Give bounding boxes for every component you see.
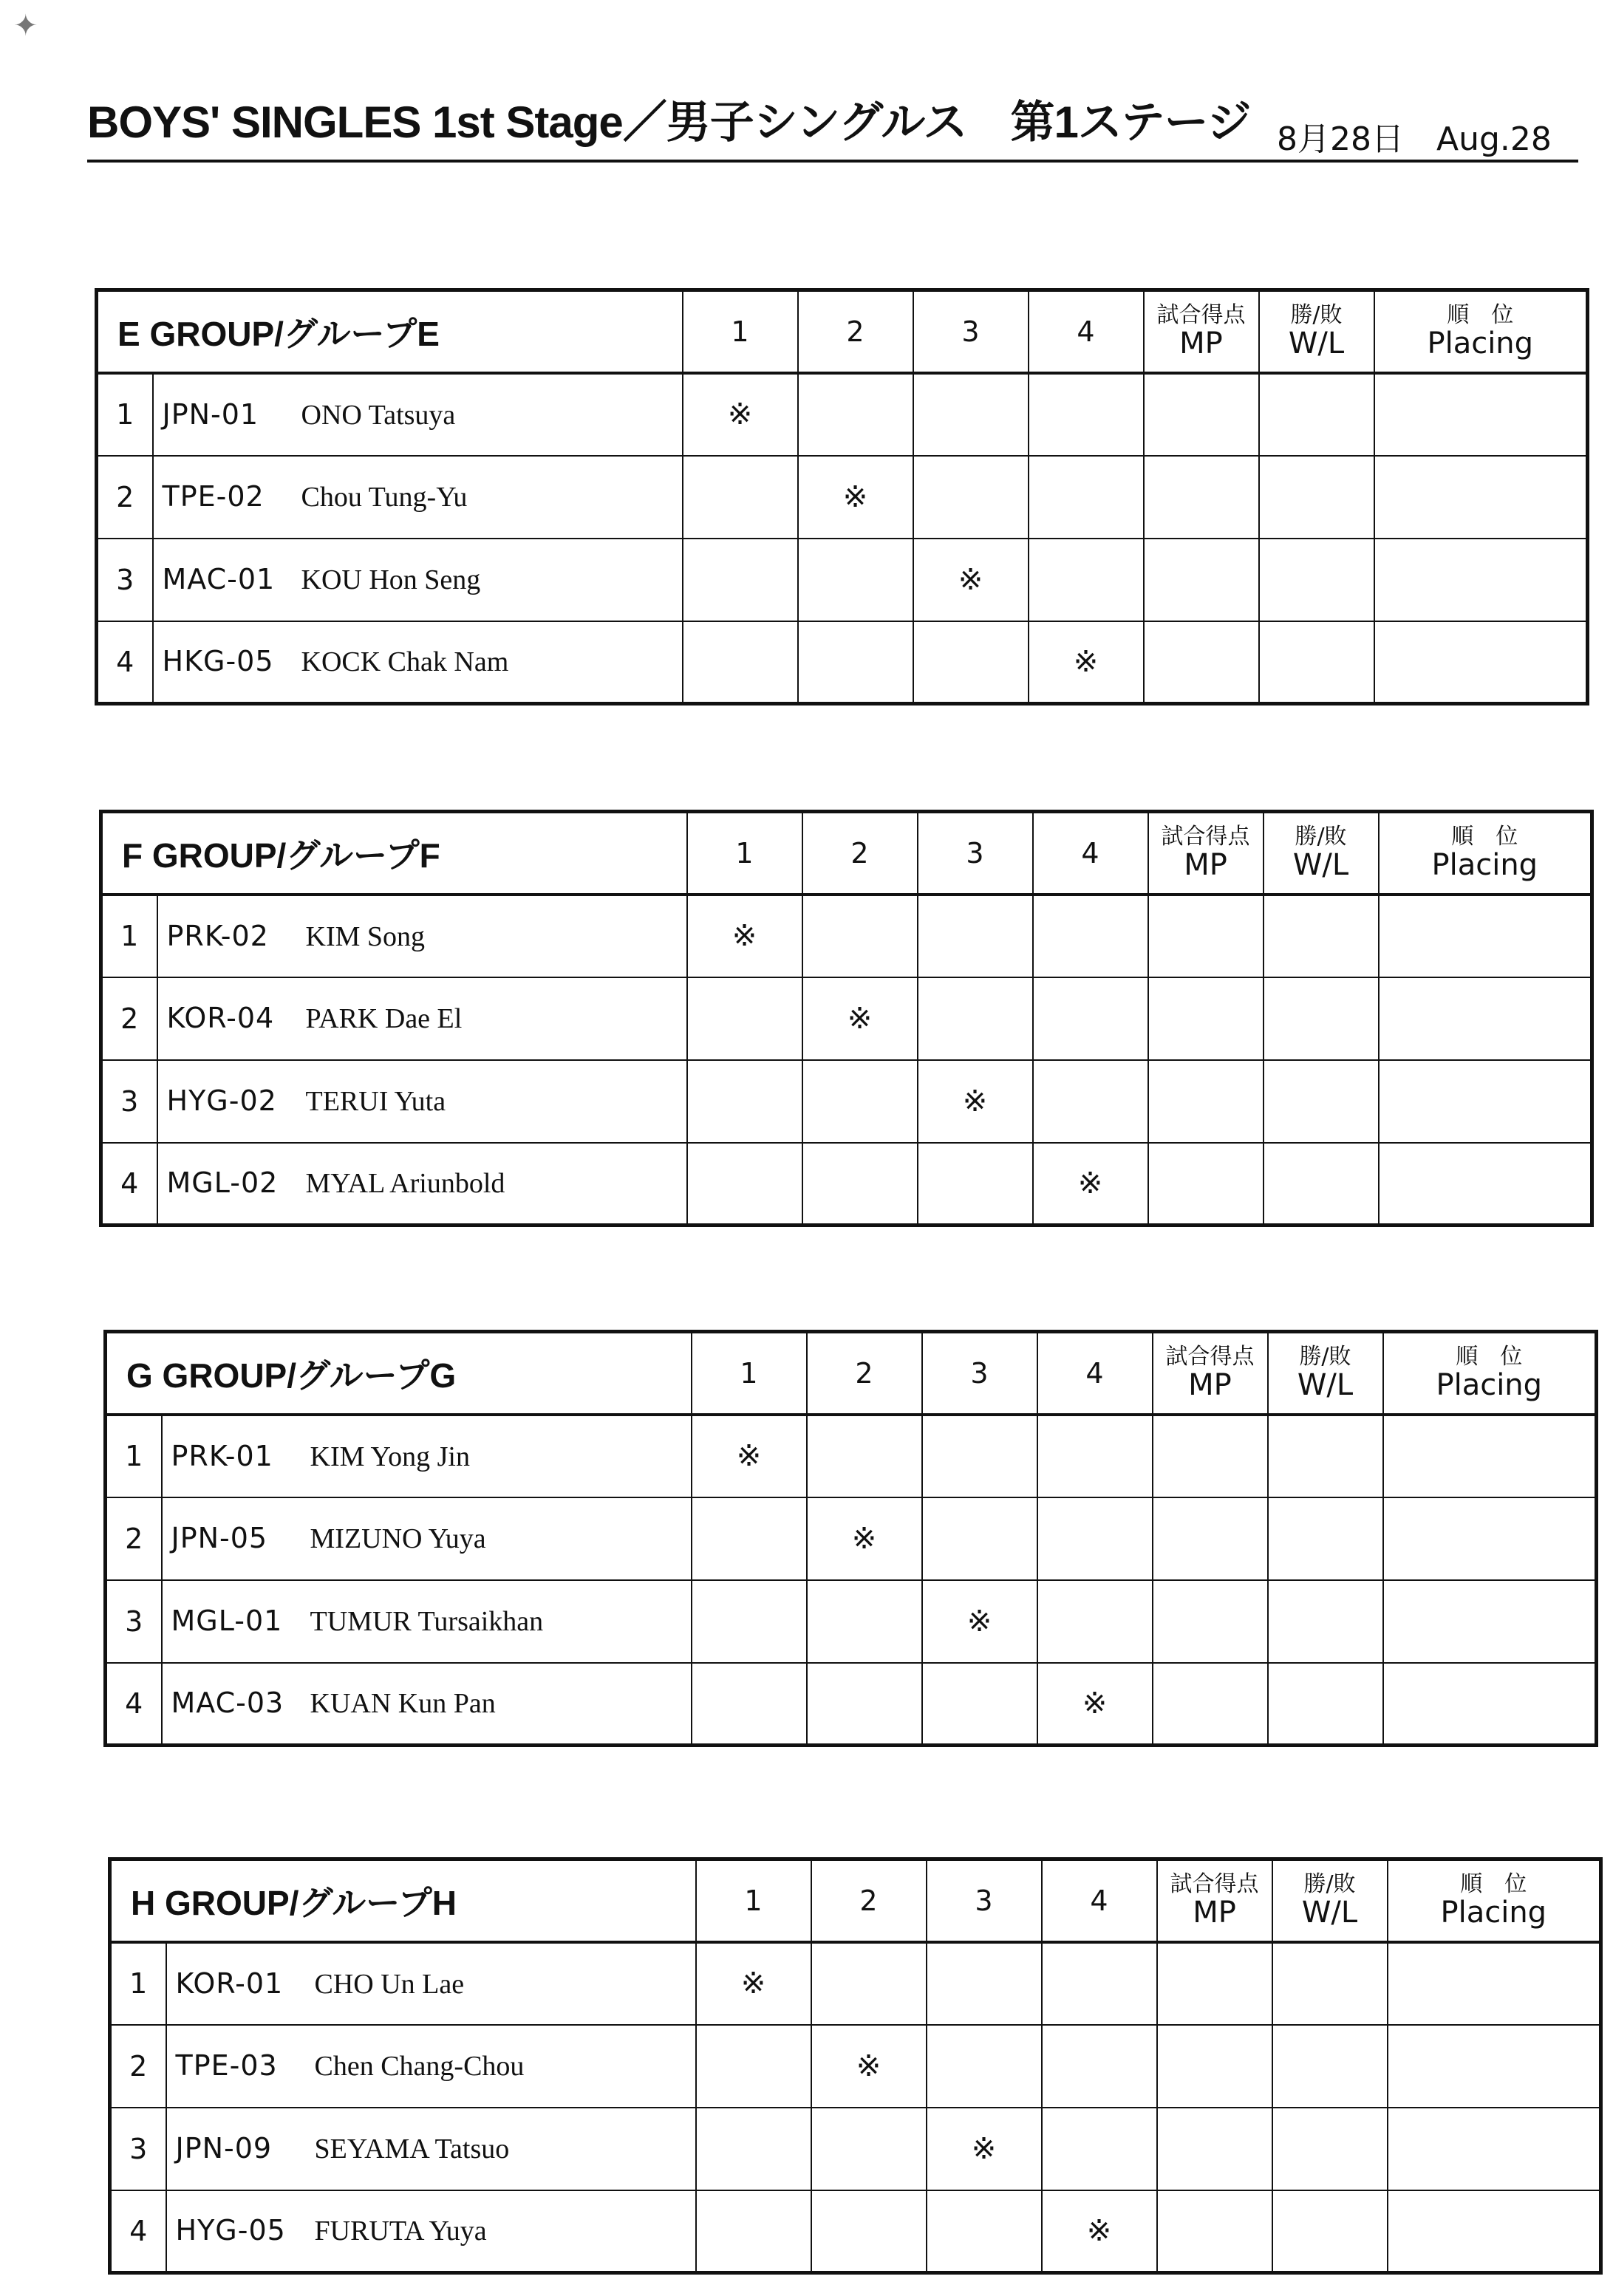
table-row [97,539,1588,621]
placing-cell [1374,456,1588,539]
mp-label-jp: 試合得点 [1156,302,1246,329]
table-row [101,895,1592,977]
player-index: 1 [101,895,157,977]
placing-label-jp: 順 位 [1451,824,1518,850]
self-match-mark: ※ [1086,2213,1112,2248]
player-code: PRK-02 [166,919,269,952]
table-row [110,2190,1601,2273]
mp-cell [1157,2190,1272,2273]
wl-cell [1268,1415,1383,1497]
match-result-cell [696,2025,811,2108]
wl-label-jp: 勝/敗 [1295,824,1347,850]
match-result-cell [1033,895,1148,977]
mp-label-jp: 試合得点 [1161,824,1250,850]
self-match-cell [692,1415,807,1497]
table-row [106,1497,1597,1580]
player-name: MIZUNO Yuya [310,1523,486,1554]
player-name: PARK Dae El [305,1003,463,1034]
placing-column-header [1388,1859,1601,1942]
match-result-cell [1029,373,1144,456]
player-code: TPE-02 [162,480,265,513]
match-result-cell [696,2108,811,2190]
group-name: H GROUP/グループH [110,1859,696,1942]
table-row [110,1942,1601,2025]
player-index: 3 [101,1060,157,1143]
match-result-cell [687,977,802,1060]
placing-cell [1374,373,1588,456]
wl-column-header [1268,1332,1383,1415]
mp-cell [1157,2025,1272,2108]
match-result-cell [807,1415,922,1497]
wl-cell [1259,456,1374,539]
self-match-cell [696,1942,811,2025]
wl-label-en: W/L [1288,327,1345,361]
scan-mark-icon: ✦ [13,9,38,43]
wl-cell [1264,895,1379,977]
table-row [97,456,1588,539]
player-cell [166,2108,696,2190]
player-code: KOR-01 [175,1967,284,2000]
table-row [97,621,1588,704]
self-match-mark: ※ [1077,1166,1103,1200]
mp-cell [1144,373,1259,456]
match-result-cell [692,1663,807,1746]
player-name: SEYAMA Tatsuo [314,2133,510,2165]
wl-cell [1272,2190,1388,2273]
mp-cell [1144,456,1259,539]
match-column-header: 2 [811,1859,927,1942]
mp-label-en: MP [1184,848,1227,883]
self-match-cell [1033,1143,1148,1226]
placing-label-en: Placing [1440,1896,1547,1930]
group-name: G GROUP/グループG [106,1332,692,1415]
player-code: HYG-02 [166,1084,277,1117]
player-cell [153,621,683,704]
match-column-header: 4 [1029,290,1144,373]
player-cell [166,2025,696,2108]
self-match-mark: ※ [966,1604,992,1639]
player-cell [162,1415,692,1497]
table-row [106,1415,1597,1497]
match-result-cell [918,895,1033,977]
player-index: 3 [97,539,153,621]
player-cell [157,1060,687,1143]
player-name: KIM Yong Jin [310,1441,470,1472]
mp-cell [1153,1415,1268,1497]
wl-cell [1268,1497,1383,1580]
player-name: FURUTA Yuya [314,2215,487,2247]
wl-cell [1259,621,1374,704]
mp-cell [1157,1942,1272,2025]
match-result-cell [798,373,913,456]
match-result-cell [1042,1942,1157,2025]
match-result-cell [683,539,798,621]
match-result-cell [927,2025,1042,2108]
match-result-cell [683,456,798,539]
mp-column-header [1153,1332,1268,1415]
mp-column-header [1157,1859,1272,1942]
placing-cell [1388,2108,1601,2190]
match-column-header: 2 [802,812,918,895]
placing-label-en: Placing [1436,1368,1543,1403]
group-table [103,1330,1598,1747]
table-row [101,1060,1592,1143]
match-result-cell [922,1663,1037,1746]
match-result-cell [913,621,1029,704]
player-index: 4 [106,1663,162,1746]
placing-cell [1379,1143,1592,1226]
player-index: 2 [97,456,153,539]
match-result-cell [798,539,913,621]
mp-label-jp: 試合得点 [1170,1871,1259,1898]
player-index: 1 [110,1942,166,2025]
match-result-cell [922,1497,1037,1580]
player-index: 3 [110,2108,166,2190]
placing-cell [1388,1942,1601,2025]
player-code: HYG-05 [175,2214,286,2247]
match-result-cell [913,456,1029,539]
match-column-header: 1 [683,290,798,373]
self-match-mark: ※ [851,1521,877,1556]
wl-column-header [1259,290,1374,373]
player-cell [162,1580,692,1663]
player-index: 4 [97,621,153,704]
player-code: JPN-09 [175,2132,273,2165]
group-table [108,1857,1603,2275]
placing-label-jp: 順 位 [1456,1344,1523,1370]
match-result-cell [687,1060,802,1143]
page-date: 8月28日 Aug.28 [1277,120,1552,158]
match-result-cell [802,1143,918,1226]
match-result-cell [1037,1580,1153,1663]
mp-column-header [1148,812,1264,895]
self-match-cell [687,895,802,977]
mp-cell [1148,895,1264,977]
wl-cell [1259,539,1374,621]
placing-label-jp: 順 位 [1447,302,1514,329]
match-result-cell [683,621,798,704]
player-index: 4 [101,1143,157,1226]
match-column-header: 4 [1033,812,1148,895]
player-index: 2 [106,1497,162,1580]
wl-cell [1268,1580,1383,1663]
wl-cell [1264,1143,1379,1226]
wl-cell [1268,1663,1383,1746]
match-result-cell [811,1942,927,2025]
player-name: Chou Tung-Yu [301,482,468,513]
wl-cell [1272,2108,1388,2190]
wl-label-jp: 勝/敗 [1290,302,1343,329]
mp-cell [1153,1497,1268,1580]
wl-label-en: W/L [1301,1896,1358,1930]
player-index: 1 [97,373,153,456]
table-row [106,1580,1597,1663]
self-match-cell [807,1497,922,1580]
player-cell [162,1663,692,1746]
player-name: TERUI Yuta [305,1086,446,1117]
player-code: KOR-04 [166,1002,275,1034]
match-result-cell [1033,1060,1148,1143]
match-result-cell [922,1415,1037,1497]
mp-cell [1153,1663,1268,1746]
match-column-header: 4 [1037,1332,1153,1415]
match-result-cell [918,977,1033,1060]
placing-cell [1379,1060,1592,1143]
player-cell [153,456,683,539]
self-match-mark: ※ [727,397,753,431]
match-result-cell [811,2190,927,2273]
match-result-cell [1037,1415,1153,1497]
match-column-header: 3 [913,290,1029,373]
match-column-header: 1 [692,1332,807,1415]
match-result-cell [913,373,1029,456]
mp-cell [1144,539,1259,621]
match-result-cell [1033,977,1148,1060]
player-code: MGL-01 [171,1605,283,1637]
placing-column-header [1383,1332,1597,1415]
placing-column-header [1379,812,1592,895]
self-match-mark: ※ [736,1439,762,1473]
match-result-cell [1029,456,1144,539]
group-name: F GROUP/グループF [101,812,687,895]
match-result-cell [811,2108,927,2190]
player-code: PRK-01 [171,1439,273,1472]
placing-cell [1383,1497,1597,1580]
wl-label-jp: 勝/敗 [1299,1344,1351,1370]
self-match-cell [922,1580,1037,1663]
self-match-mark: ※ [847,1001,873,1036]
player-name: KOU Hon Seng [301,564,481,595]
self-match-cell [913,539,1029,621]
placing-column-header [1374,290,1588,373]
player-name: CHO Un Lae [314,1968,465,2000]
wl-column-header [1272,1859,1388,1942]
player-cell [153,373,683,456]
mp-label-en: MP [1188,1368,1232,1403]
mp-cell [1157,2108,1272,2190]
table-row [106,1663,1597,1746]
player-code: HKG-05 [162,645,274,678]
match-result-cell [1042,2025,1157,2108]
group-name: E GROUP/グループE [97,290,683,373]
placing-cell [1379,895,1592,977]
mp-column-header [1144,290,1259,373]
match-result-cell [692,1497,807,1580]
match-result-cell [927,2190,1042,2273]
placing-cell [1388,2190,1601,2273]
mp-label-en: MP [1193,1896,1236,1930]
player-cell [157,895,687,977]
player-code: MGL-02 [166,1166,279,1200]
mp-cell [1148,977,1264,1060]
wl-label-en: W/L [1297,1368,1354,1403]
mp-cell [1148,1143,1264,1226]
table-row [110,2025,1601,2108]
player-code: JPN-05 [171,1522,268,1554]
match-column-header: 3 [918,812,1033,895]
match-column-header: 1 [687,812,802,895]
wl-cell [1259,373,1374,456]
wl-label-en: W/L [1292,848,1349,883]
self-match-cell [918,1060,1033,1143]
match-result-cell [1029,539,1144,621]
player-cell [153,539,683,621]
group-table [95,288,1589,705]
self-match-mark: ※ [971,2131,997,2166]
placing-cell [1379,977,1592,1060]
player-index: 3 [106,1580,162,1663]
wl-cell [1264,977,1379,1060]
self-match-mark: ※ [856,2049,881,2083]
match-column-header: 2 [798,290,913,373]
match-result-cell [802,1060,918,1143]
match-result-cell [798,621,913,704]
self-match-cell [802,977,918,1060]
match-column-header: 3 [922,1332,1037,1415]
placing-cell [1374,539,1588,621]
mp-cell [1148,1060,1264,1143]
placing-label-en: Placing [1431,848,1538,883]
page-title: BOYS' SINGLES 1st Stage／男子シングルス 第1ステージ [87,98,1251,147]
self-match-mark: ※ [842,479,868,514]
self-match-mark: ※ [1082,1686,1108,1721]
match-result-cell [918,1143,1033,1226]
player-cell [162,1497,692,1580]
self-match-cell [927,2108,1042,2190]
player-cell [166,1942,696,2025]
player-code: TPE-03 [175,2049,278,2082]
self-match-mark: ※ [740,1967,766,2001]
player-index: 2 [110,2025,166,2108]
player-name: MYAL Ariunbold [305,1168,505,1200]
match-result-cell [802,895,918,977]
mp-label-jp: 試合得点 [1165,1344,1255,1370]
table-row [97,373,1588,456]
player-cell [157,977,687,1060]
player-code: JPN-01 [162,397,259,431]
self-match-mark: ※ [962,1084,988,1118]
player-name: KUAN Kun Pan [310,1688,496,1720]
mp-cell [1153,1580,1268,1663]
match-column-header: 2 [807,1332,922,1415]
player-name: TUMUR Tursaikhan [310,1606,544,1637]
title-underline [87,160,1578,163]
match-result-cell [687,1143,802,1226]
group-table [99,810,1594,1227]
player-name: KOCK Chak Nam [301,646,509,678]
match-column-header: 3 [927,1859,1042,1942]
wl-cell [1272,2025,1388,2108]
player-name: Chen Chang-Chou [314,2051,525,2082]
player-index: 1 [106,1415,162,1497]
placing-label-en: Placing [1427,327,1534,361]
player-index: 2 [101,977,157,1060]
match-result-cell [692,1580,807,1663]
player-name: ONO Tatsuya [301,399,456,431]
self-match-cell [1029,621,1144,704]
placing-cell [1388,2025,1601,2108]
match-result-cell [1037,1497,1153,1580]
self-match-cell [1037,1663,1153,1746]
mp-cell [1144,621,1259,704]
player-code: MAC-03 [171,1687,284,1720]
self-match-mark: ※ [1073,644,1099,679]
mp-label-en: MP [1179,327,1223,361]
self-match-cell [1042,2190,1157,2273]
self-match-mark: ※ [732,919,757,953]
table-row [110,2108,1601,2190]
player-index: 4 [110,2190,166,2273]
self-match-cell [811,2025,927,2108]
self-match-mark: ※ [958,562,983,597]
table-row [101,977,1592,1060]
placing-cell [1383,1663,1597,1746]
match-result-cell [696,2190,811,2273]
match-result-cell [1042,2108,1157,2190]
match-column-header: 4 [1042,1859,1157,1942]
placing-cell [1383,1580,1597,1663]
player-cell [166,2190,696,2273]
wl-column-header [1264,812,1379,895]
table-row [101,1143,1592,1226]
player-cell [157,1143,687,1226]
placing-cell [1383,1415,1597,1497]
wl-cell [1272,1942,1388,2025]
match-result-cell [807,1580,922,1663]
wl-label-jp: 勝/敗 [1303,1871,1356,1898]
placing-label-jp: 順 位 [1460,1871,1527,1898]
player-name: KIM Song [305,920,426,952]
player-code: MAC-01 [162,563,276,595]
placing-cell [1374,621,1588,704]
wl-cell [1264,1060,1379,1143]
match-result-cell [807,1663,922,1746]
self-match-cell [683,373,798,456]
match-result-cell [927,1942,1042,2025]
match-column-header: 1 [696,1859,811,1942]
self-match-cell [798,456,913,539]
